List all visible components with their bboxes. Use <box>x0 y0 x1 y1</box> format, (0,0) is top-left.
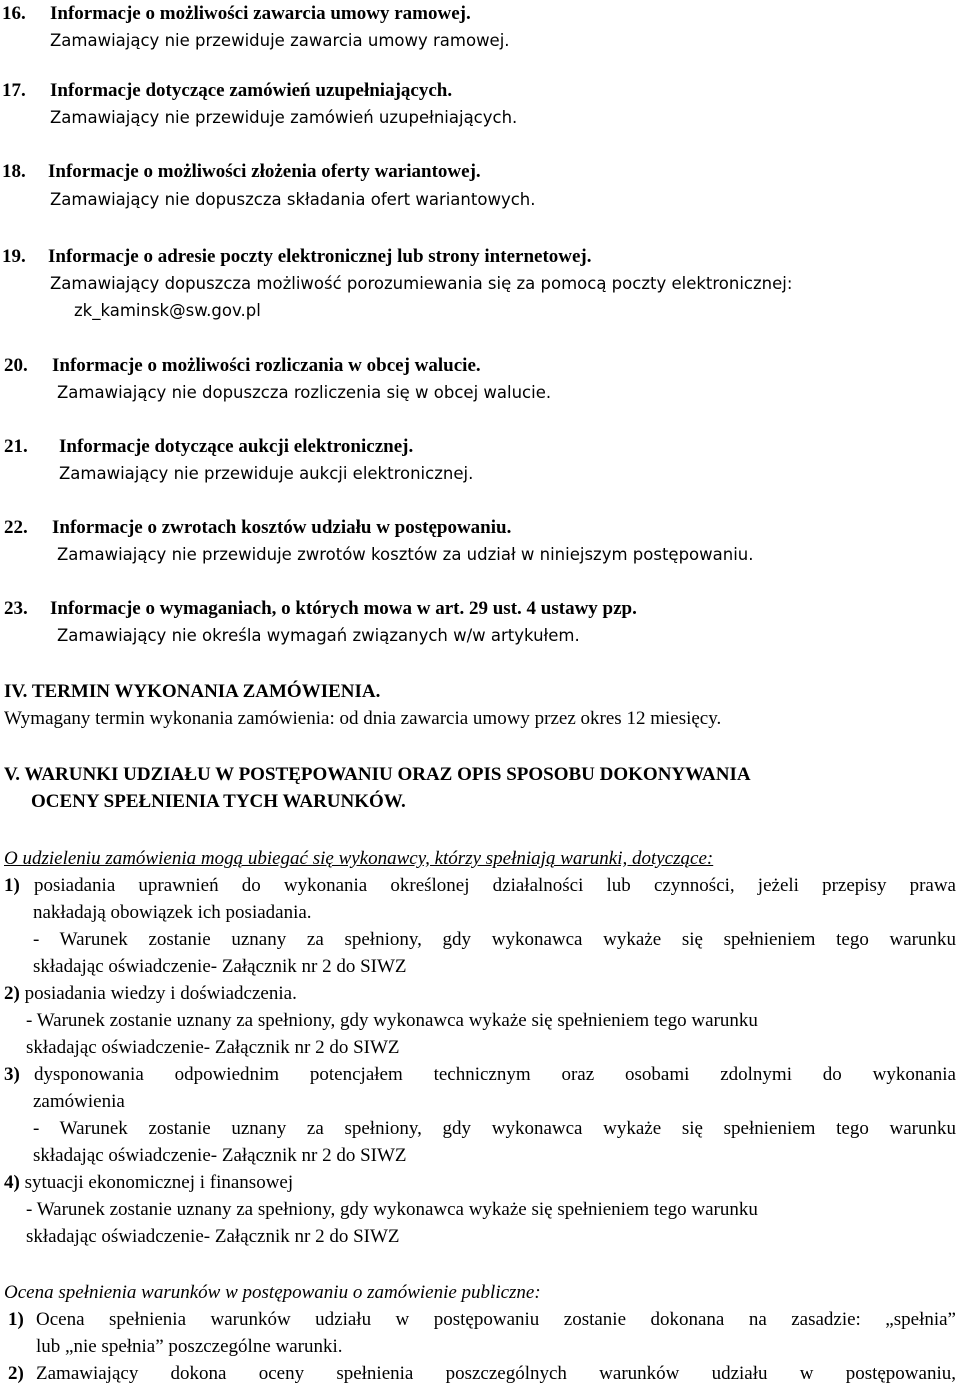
condition-4-note-cont: składając oświadczenie- Załącznik nr 2 do SIWZ <box>26 1226 400 1247</box>
assessment-1 <box>8 1306 956 1333</box>
section-16-heading <box>2 0 471 27</box>
section-21-heading <box>4 433 414 460</box>
section-17-title: Informacje dotyczące zamówień uzupełniających. <box>50 80 453 101</box>
section-18-body: Zamawiający nie dopuszcza składania ofert wariantowych. <box>50 190 536 209</box>
section-20-number: 20. <box>4 355 28 376</box>
condition-2-note-cont: składając oświadczenie- Załącznik nr 2 do SIWZ <box>26 1037 400 1058</box>
assessment-2-text: Zamawiający dokona oceny spełnienia poszczególnych warunków udziału w postępowaniu, <box>36 1363 956 1384</box>
assessment-1-text-cont: lub „nie spełnia” poszczególne warunki. <box>36 1336 343 1357</box>
condition-3-text-cont: zamówienia <box>33 1091 125 1112</box>
section-20-body: Zamawiający nie dopuszcza rozliczenia się w obcej walucie. <box>57 383 552 402</box>
part-5-heading-line-1: V. WARUNKI UDZIAŁU W POSTĘPOWANIU ORAZ OPIS SPOSOBU DOKONYWANIA <box>4 764 751 785</box>
section-22-title: Informacje o zwrotach kosztów udziału w postępowaniu. <box>52 517 512 538</box>
section-21-number: 21. <box>4 436 28 457</box>
part-5-heading-line-2: OCENY SPEŁNIENIA TYCH WARUNKÓW. <box>31 791 406 812</box>
section-22-body: Zamawiający nie przewiduje zwrotów kosztów za udział w niniejszym postępowaniu. <box>57 545 754 564</box>
section-23-body: Zamawiający nie określa wymagań związanych w/w artykułem. <box>57 626 580 645</box>
contact-email-link[interactable]: zk_kaminsk@sw.gov.pl <box>74 301 261 320</box>
section-16-body: Zamawiający nie przewiduje zawarcia umowy ramowej. <box>50 31 510 50</box>
section-17-heading <box>2 77 453 104</box>
section-18-title: Informacje o możliwości złożenia oferty wariantowej. <box>48 161 481 182</box>
condition-4 <box>4 1169 293 1196</box>
condition-3-number: 3) <box>4 1064 20 1085</box>
section-21-body: Zamawiający nie przewiduje aukcji elektronicznej. <box>59 464 474 483</box>
condition-4-text: sytuacji ekonomicznej i finansowej <box>24 1172 294 1193</box>
condition-1-note-cont: składając oświadczenie- Załącznik nr 2 do SIWZ <box>33 956 407 977</box>
section-20-heading <box>4 352 481 379</box>
part-4-body: Wymagany termin wykonania zamówienia: od dnia zawarcia umowy przez okres 12 miesięcy. <box>4 708 722 729</box>
condition-4-number: 4) <box>4 1172 20 1193</box>
condition-2-number: 2) <box>4 983 20 1004</box>
section-22-number: 22. <box>4 517 28 538</box>
section-19-body: Zamawiający dopuszcza możliwość porozumiewania się za pomocą poczty elektronicznej: <box>50 274 793 293</box>
assessment-1-text: Ocena spełnienia warunków udziału w postępowaniu zostanie dokonana na zasadzie: „spełnia” <box>36 1309 956 1330</box>
condition-3-note: - Warunek zostanie uznany za spełniony, gdy wykonawca wykaże się spełnieniem tego warunku <box>33 1118 956 1139</box>
section-19-number: 19. <box>2 246 26 267</box>
condition-1-note: - Warunek zostanie uznany za spełniony, gdy wykonawca wykaże się spełnieniem tego warunku <box>33 929 956 950</box>
condition-4-note: - Warunek zostanie uznany za spełniony, gdy wykonawca wykaże się spełnieniem tego warunku <box>26 1199 758 1220</box>
condition-1-text-cont: nakładają obowiązek ich posiadania. <box>33 902 312 923</box>
condition-2 <box>4 980 297 1007</box>
section-23-heading <box>4 595 637 622</box>
section-21-title: Informacje dotyczące aukcji elektronicznej. <box>59 436 414 457</box>
section-23-number: 23. <box>4 598 28 619</box>
condition-1-text: posiadania uprawnień do wykonania określonej działalności lub czynności, jeżeli przepisy prawa <box>34 875 956 896</box>
section-18-heading <box>2 158 481 185</box>
condition-1-number: 1) <box>4 875 20 896</box>
section-17-body: Zamawiający nie przewiduje zamówień uzupełniających. <box>50 108 518 127</box>
condition-2-note: - Warunek zostanie uznany za spełniony, gdy wykonawca wykaże się spełnieniem tego warunku <box>26 1010 758 1031</box>
condition-2-text: posiadania wiedzy i doświadczenia. <box>24 983 297 1004</box>
condition-3 <box>4 1061 956 1088</box>
section-19-heading <box>2 243 592 270</box>
part-4-heading: IV. TERMIN WYKONANIA ZAMÓWIENIA. <box>4 681 381 702</box>
section-19-title: Informacje o adresie poczty elektronicznej lub strony internetowej. <box>48 246 592 267</box>
assessment-heading: Ocena spełnienia warunków w postępowaniu o zamówienie publiczne: <box>4 1282 541 1303</box>
condition-3-text: dysponowania odpowiednim potencjałem technicznym oraz osobami zdolnymi do wykonania <box>34 1064 956 1085</box>
assessment-1-number: 1) <box>8 1309 24 1330</box>
section-17-number: 17. <box>2 80 26 101</box>
assessment-2-number: 2) <box>8 1363 24 1384</box>
conditions-intro: O udzieleniu zamówienia mogą ubiegać się wykonawcy, którzy spełniają warunki, dotyczące: <box>4 848 714 869</box>
condition-3-note-cont: składając oświadczenie- Załącznik nr 2 do SIWZ <box>33 1145 407 1166</box>
section-16-number: 16. <box>2 3 26 24</box>
section-20-title: Informacje o możliwości rozliczania w obcej walucie. <box>52 355 481 376</box>
condition-1 <box>4 872 956 899</box>
section-16-title: Informacje o możliwości zawarcia umowy ramowej. <box>50 3 471 24</box>
section-22-heading <box>4 514 512 541</box>
section-18-number: 18. <box>2 161 26 182</box>
section-23-title: Informacje o wymaganiach, o których mowa w art. 29 ust. 4 ustawy pzp. <box>50 598 637 619</box>
assessment-2 <box>8 1360 956 1387</box>
